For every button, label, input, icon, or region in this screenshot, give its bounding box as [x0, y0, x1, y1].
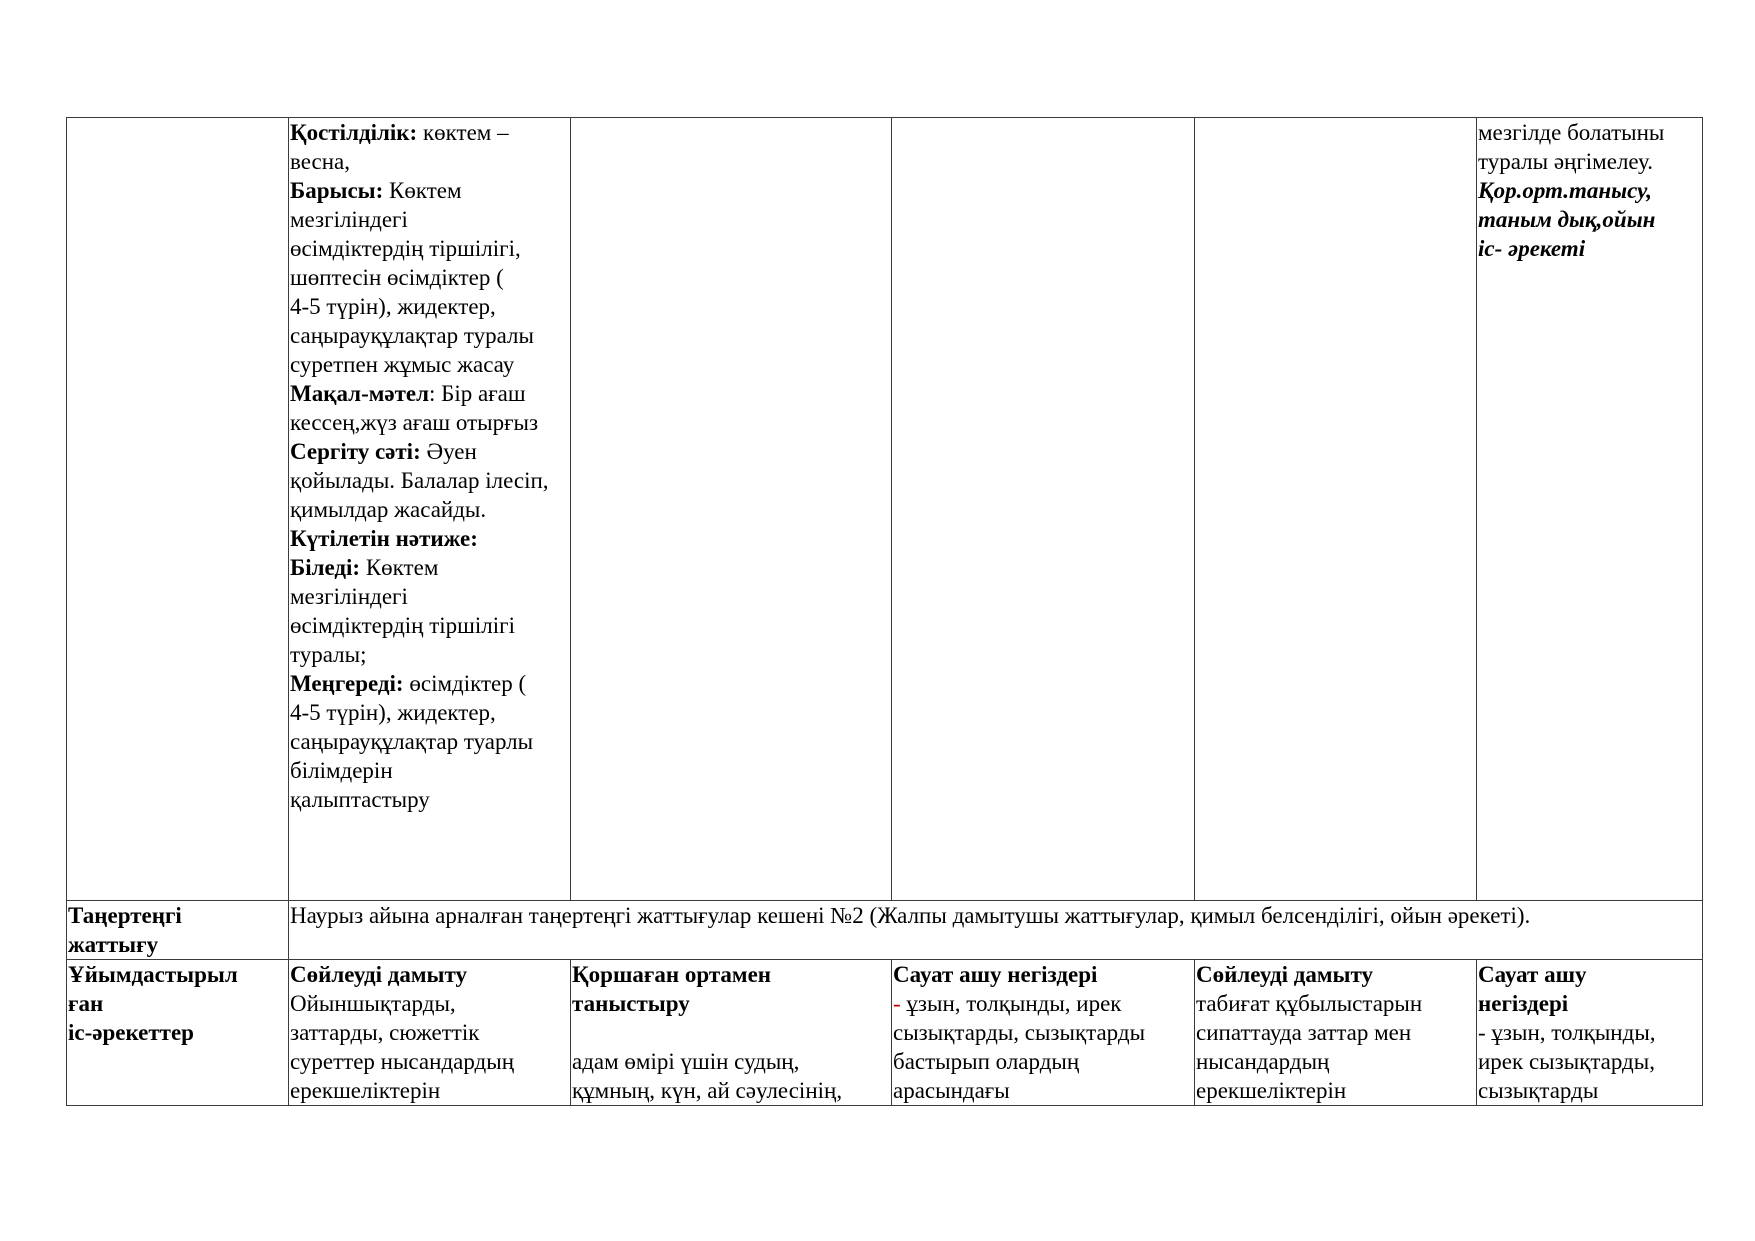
activity-type-line: іс- әрекеті [1478, 236, 1586, 261]
table-cell-empty [67, 118, 289, 901]
text-line: ирек сызықтарды, [1478, 1049, 1655, 1074]
text-line: мезгіліндегі [290, 584, 408, 609]
plan-table [66, 117, 1703, 1106]
text-line: мезгілде болатыны [1478, 120, 1665, 145]
text-line: Ойыншықтарды, [290, 991, 456, 1016]
text-line: Күтілетін нәтиже: [290, 526, 478, 551]
text-line: - ұзын, толқынды, [1478, 1020, 1656, 1045]
activity-type-line: таным дық,ойын [1478, 207, 1656, 232]
text-line: шөптесін өсімдіктер ( [290, 265, 504, 290]
activity-title: Сауат ашу негіздері [893, 962, 1098, 987]
activity-title: таныстыру [572, 991, 690, 1016]
text-line: заттарды, сюжеттік [290, 1020, 480, 1045]
lesson-details-cell [289, 118, 571, 901]
row-label-line: ған [68, 991, 104, 1016]
text-line: адам өмірі үшін судың, [572, 1049, 800, 1074]
text-line: Меңгереді: өсімдіктер ( [290, 671, 527, 696]
table-row [67, 901, 1703, 960]
text-line: сипаттауда заттар мен [1196, 1020, 1412, 1045]
activity-cell-literacy [892, 960, 1195, 1106]
text-line: өсімдіктердің тіршілігі [290, 613, 515, 638]
row-label-line: жаттығу [68, 932, 159, 957]
text-line: саңырауқұлақтар туарлы [290, 729, 534, 754]
table-cell-empty [571, 118, 892, 901]
row-label [67, 960, 289, 1106]
text-line: бастырып олардың [893, 1049, 1080, 1074]
table-cell-empty [892, 118, 1195, 901]
activity-cell-speech [289, 960, 571, 1106]
text-line [572, 1018, 890, 1047]
text-line: суретпен жұмыс жасау [290, 352, 515, 377]
text-line: білімдерін [290, 758, 393, 783]
text-line: 4-5 түрін), жидектер, [290, 700, 496, 725]
text-line: өсімдіктердің тіршілігі, [290, 236, 521, 261]
text-line: весна, [290, 149, 350, 174]
text-line: Барысы: Көктем [290, 178, 462, 203]
text-line: құмның, күн, ай сәулесінің, [572, 1078, 843, 1103]
row-label [67, 901, 289, 960]
activity-title: Сауат ашу [1478, 962, 1587, 987]
text-line: арасындағы [893, 1078, 1010, 1103]
morning-exercise-text: Наурыз айына арналған таңертеңгі жаттығулар кешені №2 (Жалпы дамытушы жаттығулар, қимыл белсенділігі, ойын әрекеті). [290, 903, 1531, 928]
text-line: Сергіту сәті: Әуен [290, 439, 477, 464]
activity-title: Сөйлеуді дамыту [1196, 962, 1373, 987]
activity-title: Сөйлеуді дамыту [290, 962, 467, 987]
activity-title: Қоршаған ортамен [572, 962, 772, 987]
text-line: суреттер нысандардың [290, 1049, 515, 1074]
text-line: ерекшеліктерін [290, 1078, 441, 1103]
text-line: нысандардың [1196, 1049, 1330, 1074]
row-label-line: Таңертеңгі [68, 903, 182, 928]
text-line: қимылдар жасайды. [290, 497, 487, 522]
row-label-line: Ұйымдастырыл [68, 962, 238, 987]
text-line: қалыптастыру [290, 787, 430, 812]
row-label-line: іс-әрекеттер [68, 1020, 194, 1045]
table-cell-empty [1195, 118, 1477, 901]
text-line: Қостілділік: көктем – [290, 120, 509, 145]
text-line: Біледі: Көктем [290, 555, 439, 580]
text-line: - ұзын, толқынды, ирек [893, 991, 1122, 1016]
text-line: сызықтарды, сызықтарды [893, 1020, 1146, 1045]
text-line: саңырауқұлақтар туралы [290, 323, 534, 348]
text-line: сызықтарды [1478, 1078, 1599, 1103]
text-line: қойылады. Балалар ілесіп, [290, 468, 549, 493]
text-line: Мақал-мәтел: Бір ағаш [290, 381, 526, 406]
activity-note-cell [1477, 118, 1703, 901]
table-row [67, 960, 1703, 1106]
text-line: табиғат құбылыстарын [1196, 991, 1423, 1016]
activity-cell-literacy [1477, 960, 1703, 1106]
text-line: 4-5 түрін), жидектер, [290, 294, 496, 319]
text-line: ерекшеліктерін [1196, 1078, 1347, 1103]
text-line: туралы; [290, 642, 367, 667]
table-row [67, 118, 1703, 901]
activity-cell-speech [1195, 960, 1477, 1106]
activity-title: негіздері [1478, 991, 1569, 1016]
text-line: кессең,жүз ағаш отырғыз [290, 410, 539, 435]
morning-exercise-cell [289, 901, 1703, 960]
text-line: мезгіліндегі [290, 207, 408, 232]
activity-cell-environment [571, 960, 892, 1106]
text-line: туралы әңгімелеу. [1478, 149, 1654, 174]
activity-type-line: Қор.орт.танысу, [1478, 178, 1652, 203]
